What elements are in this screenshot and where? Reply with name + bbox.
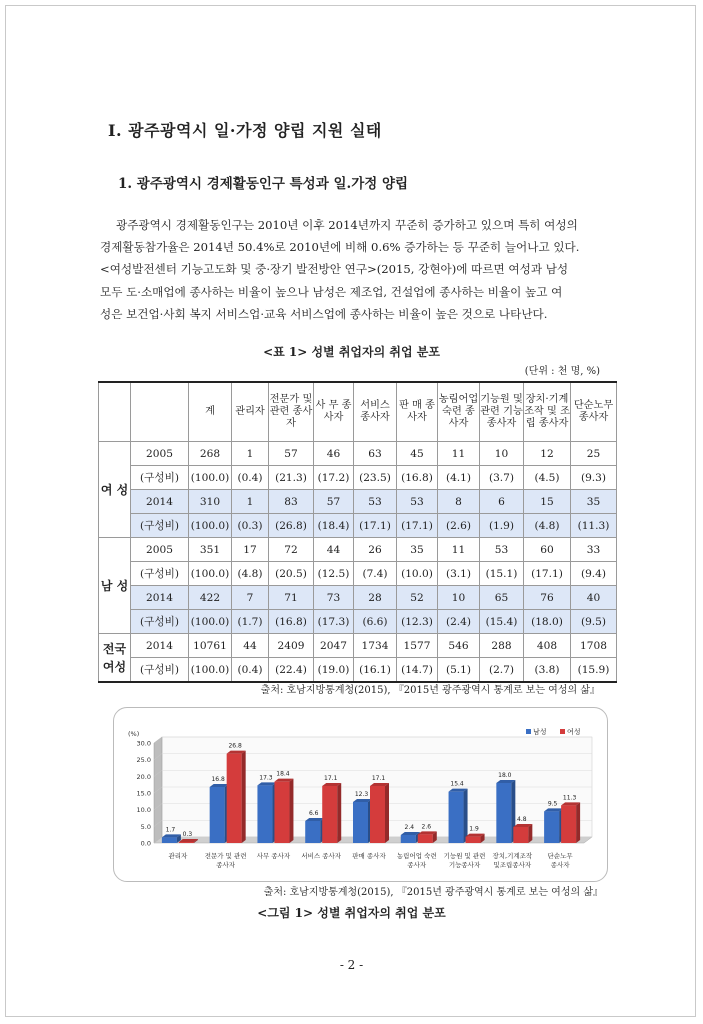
data-label: 12.3	[354, 791, 369, 798]
table-cell: (20.5)	[269, 562, 314, 586]
table-cell: (17.1)	[354, 514, 397, 538]
data-label: 26.8	[228, 742, 242, 750]
table-row	[99, 442, 617, 466]
x-tick-label: 서비스 종사자	[301, 852, 342, 860]
table-cell: (12.3)	[397, 610, 438, 634]
bar-chart	[114, 708, 607, 881]
table-cell: 65	[480, 586, 524, 610]
x-tick-label: 농림어업 숙련	[396, 852, 437, 860]
data-label: 2.6	[421, 823, 432, 831]
bar-side	[576, 802, 580, 843]
legend-swatch	[526, 729, 531, 734]
table-row	[99, 610, 617, 634]
table-unit: (단위 : 천 명, %)	[524, 366, 600, 377]
table-cell: 1	[232, 442, 269, 466]
table-cell: (3.1)	[438, 562, 480, 586]
header-cell: 전문가 및 관련 종사자	[269, 382, 314, 442]
row-label: 2014	[131, 586, 189, 610]
data-label: 17.1	[324, 775, 338, 782]
data-label: 4.8	[517, 816, 527, 823]
header-cell: 장치·기계 조작 및 조립 종사자	[524, 382, 571, 442]
table-cell: (26.8)	[269, 514, 314, 538]
x-tick-label: 전문가 및 관련	[204, 852, 247, 860]
table-cell: (18.4)	[314, 514, 354, 538]
row-label: (구성비)	[131, 514, 189, 538]
x-tick-label: 사무 종사자	[256, 852, 291, 860]
table-source: 출처: 호남지방통계청(2015), 『2015년 광주광역시 통계로 보는 여성의 삶』	[260, 685, 600, 696]
table-cell: 7	[232, 586, 269, 610]
table-cell: 1	[232, 490, 269, 514]
header-cell: 관리자	[232, 382, 269, 442]
table-cell: 2047	[314, 634, 354, 658]
table-cell: 53	[397, 490, 438, 514]
data-label: 2.4	[404, 824, 415, 831]
table-cell: (18.0)	[524, 610, 571, 634]
table-cell: 288	[480, 634, 524, 658]
table-row	[99, 634, 617, 658]
x-tick-label: 종사자	[216, 861, 236, 869]
table-cell: 63	[354, 442, 397, 466]
legend-swatch	[560, 729, 565, 734]
table-cell: 76	[524, 586, 571, 610]
bar-side	[528, 824, 532, 843]
table-row	[99, 658, 617, 683]
table-cell: 83	[269, 490, 314, 514]
table-header-row	[99, 382, 617, 442]
table-cell: 46	[314, 442, 354, 466]
table-cell: 15	[524, 490, 571, 514]
row-label: 2005	[131, 538, 189, 562]
data-label: 9.5	[547, 800, 558, 808]
bar	[544, 811, 559, 843]
header-corner	[131, 382, 189, 442]
bar	[257, 785, 272, 843]
table-cell: (0.4)	[232, 466, 269, 490]
bar	[466, 837, 481, 843]
table-cell: (16.8)	[397, 466, 438, 490]
bar	[274, 782, 289, 843]
paragraph-line: 광주광역시 경제활동인구는 2010년 이후 2014년까지 꾸준히 증가하고 있으며 특히 여성의	[116, 218, 578, 232]
table-title: <표 1> 성별 취업자의 취업 분포	[263, 345, 440, 359]
employment-table	[98, 381, 617, 683]
bar	[496, 783, 511, 843]
data-label: 16.8	[211, 776, 225, 783]
data-label: 1.9	[469, 825, 479, 833]
table-cell: 73	[314, 586, 354, 610]
table-cell: (2.6)	[438, 514, 480, 538]
table-cell: (17.3)	[314, 610, 354, 634]
table-cell: (19.0)	[314, 658, 354, 683]
table-cell: 8	[438, 490, 480, 514]
table-cell: 2409	[269, 634, 314, 658]
table-cell: (3.8)	[524, 658, 571, 683]
table-cell: (100.0)	[189, 514, 232, 538]
table-cell: (15.1)	[480, 562, 524, 586]
table-cell: 17	[232, 538, 269, 562]
bar	[179, 842, 194, 843]
table-cell: 11	[438, 442, 480, 466]
table-cell: (15.9)	[571, 658, 617, 683]
data-label: 17.3	[259, 774, 273, 782]
table-cell: (100.0)	[189, 658, 232, 683]
bar-side	[242, 751, 246, 843]
table-cell: 33	[571, 538, 617, 562]
row-label: (구성비)	[131, 610, 189, 634]
table-cell: 268	[189, 442, 232, 466]
figure-title: <그림 1> 성별 취업자의 취업 분포	[257, 906, 446, 920]
y-tick-label: 30.0	[136, 739, 151, 748]
x-tick-label: 기능종사자	[448, 861, 481, 869]
table-cell: (0.3)	[232, 514, 269, 538]
table-cell: (1.9)	[480, 514, 524, 538]
y-tick-label: 20.0	[136, 772, 151, 781]
table-cell: 1708	[571, 634, 617, 658]
row-label: 2014	[131, 490, 189, 514]
table-cell: 351	[189, 538, 232, 562]
x-tick-label: 및조립종사자	[493, 861, 532, 869]
bar	[322, 786, 337, 843]
data-label: 1.7	[165, 826, 176, 834]
table-cell: (5.1)	[438, 658, 480, 683]
row-label: 2014	[131, 634, 189, 658]
bar	[353, 802, 368, 843]
table-cell: (100.0)	[189, 562, 232, 586]
table-cell: 10	[438, 586, 480, 610]
y-tick-label: 10.0	[136, 806, 151, 815]
header-cell: 사 무 종사자	[314, 382, 354, 442]
table-cell: (15.4)	[480, 610, 524, 634]
group-label: 전국 여성	[99, 634, 131, 683]
table-cell: (3.7)	[480, 466, 524, 490]
bar	[513, 827, 528, 843]
table-cell: (1.7)	[232, 610, 269, 634]
table-row	[99, 538, 617, 562]
data-label: 15.4	[450, 780, 464, 788]
bar	[418, 834, 433, 843]
table-cell: 44	[232, 634, 269, 658]
legend-label: 여성	[567, 728, 581, 736]
table-cell: (7.4)	[354, 562, 397, 586]
bar-side	[337, 783, 341, 843]
table-cell: (16.8)	[269, 610, 314, 634]
y-tick-label: 25.0	[136, 756, 151, 765]
y-axis-label: (%)	[128, 730, 140, 738]
y-tick-label: 15.0	[136, 789, 151, 798]
table-cell: 26	[354, 538, 397, 562]
bar	[370, 786, 385, 843]
table-cell: 52	[397, 586, 438, 610]
header-cell: 판 매 종사자	[397, 382, 438, 442]
table-cell: (22.4)	[269, 658, 314, 683]
data-label: 18.0	[498, 772, 512, 779]
table-cell: (23.5)	[354, 466, 397, 490]
figure-source: 출처: 호남지방통계청(2015), 『2015년 광주광역시 통계로 보는 여성의 삶』	[263, 887, 603, 898]
x-tick-label: 장치,기계조작	[492, 852, 533, 860]
table-cell: (14.7)	[397, 658, 438, 683]
paragraph-line: 경제활동참가율은 2014년 50.4%로 2010년에 비해 0.6% 증가하는 등 꾸준히 늘어나고 있다.	[100, 240, 580, 255]
table-row	[99, 490, 617, 514]
header-cell: 농림어업 숙련 종사자	[438, 382, 480, 442]
table-cell: 57	[314, 490, 354, 514]
x-tick-label: 종사자	[407, 861, 427, 869]
x-tick-label: 단순노무	[547, 852, 573, 860]
header-corner	[99, 382, 131, 442]
table-cell: (10.0)	[397, 562, 438, 586]
table-cell: (0.4)	[232, 658, 269, 683]
data-label: 0.3	[182, 831, 193, 838]
table-cell: 310	[189, 490, 232, 514]
table-cell: (100.0)	[189, 466, 232, 490]
x-tick-label: 판매 종사자	[352, 852, 386, 860]
bar	[162, 837, 177, 843]
table-cell: (17.1)	[397, 514, 438, 538]
legend-label: 남성	[533, 728, 547, 736]
table-cell: (100.0)	[189, 610, 232, 634]
data-label: 18.4	[276, 770, 290, 778]
table-cell: 12	[524, 442, 571, 466]
x-tick-label: 종사자	[550, 861, 570, 869]
table-cell: 1577	[397, 634, 438, 658]
table-cell: (11.3)	[571, 514, 617, 538]
header-cell: 계	[189, 382, 232, 442]
row-label: (구성비)	[131, 658, 189, 683]
header-cell: 기능원 및 관련 기능 종사자	[480, 382, 524, 442]
table-cell: 60	[524, 538, 571, 562]
row-label: 2005	[131, 442, 189, 466]
paragraph-line: 성은 보건업·사회 복지 서비스업·교육 서비스업에 종사하는 비율이 높은 것으로 나타난다.	[100, 306, 548, 321]
chart-container	[113, 707, 608, 882]
data-label: 17.1	[371, 775, 386, 782]
bar	[210, 787, 225, 843]
table-cell: (9.4)	[571, 562, 617, 586]
bar	[561, 805, 576, 843]
paragraph-line: 모두 도·소매업에 종사하는 비율이 높으나 남성은 제조업, 건설업에 종사하는 비율이 높고 여	[100, 284, 563, 299]
section-title: Ⅰ. 광주광역시 일·가정 양립 지원 실태	[108, 121, 382, 140]
table-cell: 10761	[189, 634, 232, 658]
y-tick-label: 0.0	[140, 839, 151, 848]
page-number: - 2 -	[339, 958, 364, 972]
table-row	[99, 466, 617, 490]
header-cell: 단순노무 종사자	[571, 382, 617, 442]
header-cell: 서비스 종사자	[354, 382, 397, 442]
table-cell: 35	[397, 538, 438, 562]
table-cell: 408	[524, 634, 571, 658]
bar-side	[385, 783, 389, 843]
table-cell: (17.2)	[314, 466, 354, 490]
table-row	[99, 562, 617, 586]
table-cell: 1734	[354, 634, 397, 658]
bar	[227, 754, 242, 843]
table-cell: 45	[397, 442, 438, 466]
table-cell: (16.1)	[354, 658, 397, 683]
table-cell: (4.8)	[232, 562, 269, 586]
table-cell: 35	[571, 490, 617, 514]
table-cell: (2.7)	[480, 658, 524, 683]
table-cell: (2.4)	[438, 610, 480, 634]
table-cell: 6	[480, 490, 524, 514]
table-cell: 422	[189, 586, 232, 610]
table-cell: (6.6)	[354, 610, 397, 634]
y-tick-label: 5.0	[140, 822, 151, 831]
table-cell: 57	[269, 442, 314, 466]
table-cell: (4.8)	[524, 514, 571, 538]
data-label: 11.3	[562, 794, 577, 802]
group-label: 남 성	[99, 538, 131, 634]
table-cell: 28	[354, 586, 397, 610]
table-cell: (4.5)	[524, 466, 571, 490]
paragraph-line: <여성발전센터 기능고도화 및 중·장기 발전방안 연구>(2015, 강현아)에 따르면 여성과 남성	[100, 262, 569, 277]
x-tick-label: 기능원 및 관련	[443, 852, 486, 860]
subsection-title: 1. 광주광역시 경제활동인구 특성과 일.가정 양립	[118, 176, 409, 192]
table-cell: 25	[571, 442, 617, 466]
table-cell: 44	[314, 538, 354, 562]
table-cell: 11	[438, 538, 480, 562]
table-cell: 71	[269, 586, 314, 610]
bar-side	[464, 789, 468, 843]
table-cell: (9.3)	[571, 466, 617, 490]
table-row	[99, 514, 617, 538]
x-tick-label: 관리자	[168, 852, 188, 860]
bar	[449, 792, 464, 843]
bar	[305, 821, 320, 843]
group-label: 여 성	[99, 442, 131, 538]
table-cell: 72	[269, 538, 314, 562]
body-paragraph	[100, 214, 606, 325]
row-label: (구성비)	[131, 466, 189, 490]
table-cell: (4.1)	[438, 466, 480, 490]
table-cell: (17.1)	[524, 562, 571, 586]
table-cell: (21.3)	[269, 466, 314, 490]
row-label: (구성비)	[131, 562, 189, 586]
table-cell: 40	[571, 586, 617, 610]
bar-side	[289, 779, 293, 843]
data-label: 6.6	[308, 810, 319, 817]
table-cell: 10	[480, 442, 524, 466]
table-cell: (9.5)	[571, 610, 617, 634]
table-row	[99, 586, 617, 610]
table-cell: 546	[438, 634, 480, 658]
table-cell: 53	[480, 538, 524, 562]
table-cell: (12.5)	[314, 562, 354, 586]
table-cell: 53	[354, 490, 397, 514]
bar	[401, 835, 416, 843]
